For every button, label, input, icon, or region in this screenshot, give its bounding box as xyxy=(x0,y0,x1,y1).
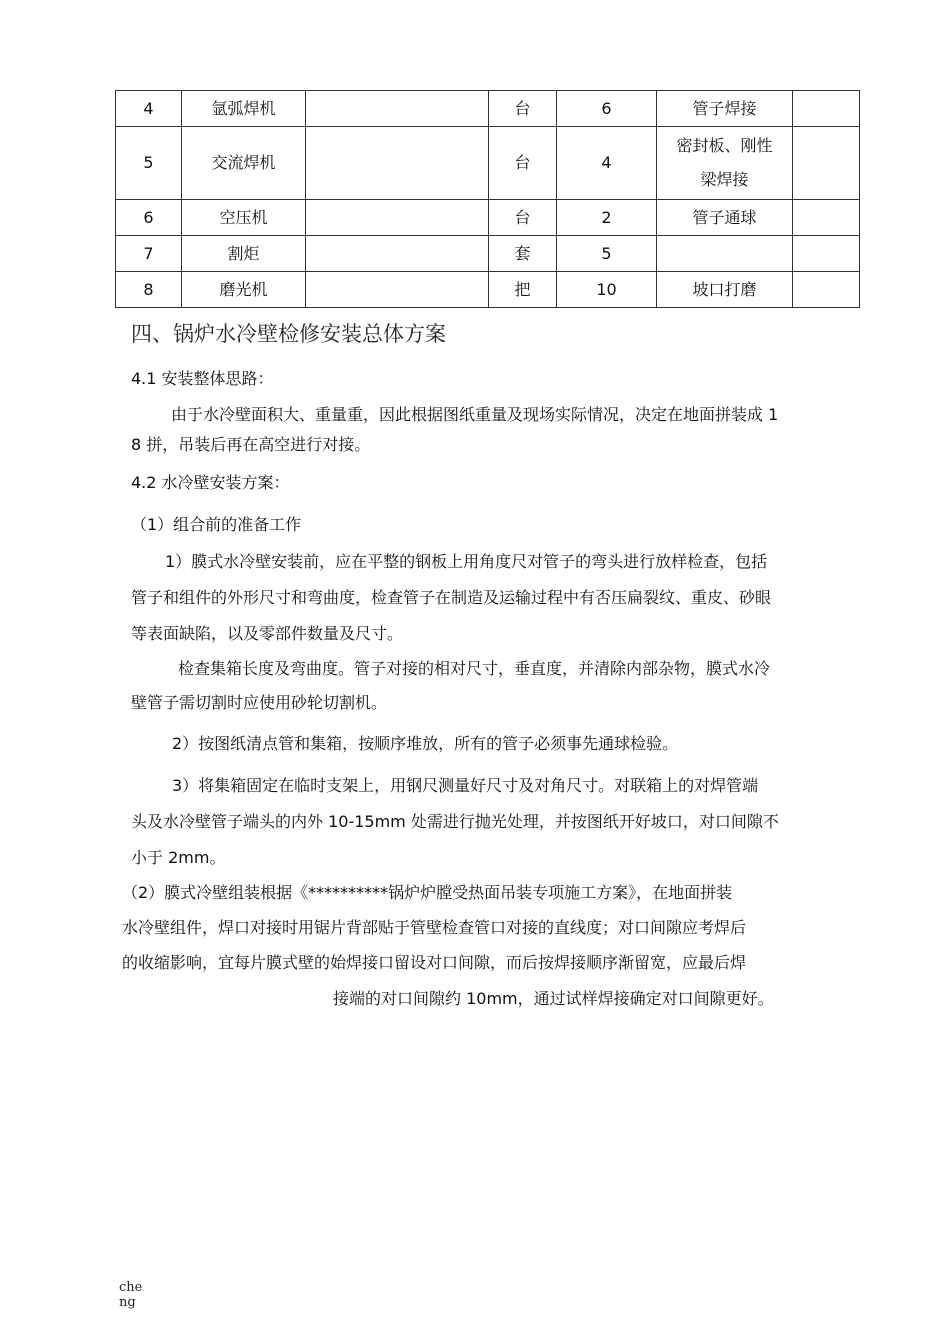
paragraph-line: 管子和组件的外形尺寸和弯曲度，检查管子在制造及运输过程中有否压扁裂纹、重皮、砂眼 xyxy=(131,588,772,607)
paragraph-line: 1）膜式水冷壁安装前，应在平整的钢板上用角度尺对管子的弯头进行放样检查，包括 xyxy=(165,552,768,571)
paragraph-line: 8 拼，吊装后再在高空进行对接。 xyxy=(131,435,371,454)
cell-note xyxy=(793,236,860,272)
cell-unit: 台 xyxy=(489,127,557,200)
cell-name: 磨光机 xyxy=(182,272,306,308)
table-row xyxy=(116,272,860,308)
paragraph-line: 壁管子需切割时应使用砂轮切割机。 xyxy=(131,693,388,712)
paragraph-line: 水冷壁组件，焊口对接时用锯片背部贴于管壁检查管口对接的直线度；对口间隙应考焊后 xyxy=(122,918,747,937)
cell-name: 交流焊机 xyxy=(182,127,306,200)
cell-name: 氩弧焊机 xyxy=(182,91,306,127)
paragraph-line: 的收缩影响，宜每片膜式壁的始焊接口留设对口间隙，而后按焊接顺序渐留宽，应最后焊 xyxy=(122,953,747,972)
page-footer xyxy=(119,1280,142,1310)
table-row xyxy=(116,127,860,200)
cell-unit: 把 xyxy=(489,272,557,308)
cell-qty: 10 xyxy=(557,272,657,308)
cell-use: 管子通球 xyxy=(657,200,793,236)
footer-line: ng xyxy=(119,1295,136,1310)
cell-name: 空压机 xyxy=(182,200,306,236)
cell-spec xyxy=(306,272,489,308)
cell-name: 割炬 xyxy=(182,236,306,272)
cell-use-line: 梁焊接 xyxy=(700,170,749,189)
cell-use: 坡口打磨 xyxy=(657,272,793,308)
cell-note xyxy=(793,272,860,308)
cell-use xyxy=(657,236,793,272)
section-title: 四、锅炉水冷壁检修安装总体方案 xyxy=(131,322,446,346)
cell-spec xyxy=(306,127,489,200)
cell-qty: 2 xyxy=(557,200,657,236)
cell-unit: 台 xyxy=(489,91,557,127)
paragraph-line: 小于 2mm。 xyxy=(131,848,226,867)
cell-no: 7 xyxy=(116,236,182,272)
paragraph-line: 接端的对口间隙约 10mm，通过试样焊接确定对口间隙更好。 xyxy=(333,989,774,1008)
paragraph-line: 头及水冷壁管子端头的内外 10-15mm 处需进行抛光处理，并按图纸开好坡口，对口间隙不 xyxy=(131,812,779,831)
table-row xyxy=(116,200,860,236)
paragraph-line: （2）膜式冷壁组装根据《**********锅炉炉膛受热面吊装专项施工方案》，在地面拼装 xyxy=(122,883,733,902)
cell-qty: 6 xyxy=(557,91,657,127)
cell-unit: 台 xyxy=(489,200,557,236)
cell-no: 5 xyxy=(116,127,182,200)
cell-use: 管子焊接 xyxy=(657,91,793,127)
paragraph-line: 2）按图纸清点管和集箱，按顺序堆放，所有的管子必须事先通球检验。 xyxy=(172,734,679,753)
cell-no: 8 xyxy=(116,272,182,308)
item-heading: （1）组合前的准备工作 xyxy=(131,515,302,534)
cell-use xyxy=(657,127,793,200)
cell-note xyxy=(793,91,860,127)
cell-use-line: 密封板、刚性 xyxy=(676,136,773,155)
subsection-heading: 4.2 水冷壁安装方案： xyxy=(131,473,290,492)
cell-note xyxy=(793,200,860,236)
paragraph-line: 检查集箱长度及弯曲度。管子对接的相对尺寸，垂直度，并清除内部杂物，膜式水冷 xyxy=(178,659,771,678)
paragraph-line: 3）将集箱固定在临时支架上，用钢尺测量好尺寸及对角尺寸。对联箱上的对焊管端 xyxy=(172,776,759,795)
cell-unit: 套 xyxy=(489,236,557,272)
table-row xyxy=(116,91,860,127)
cell-no: 6 xyxy=(116,200,182,236)
cell-note xyxy=(793,127,860,200)
paragraph-line: 由于水冷壁面积大、重量重，因此根据图纸重量及现场实际情况，决定在地面拼装成 1 xyxy=(171,405,779,424)
cell-qty: 4 xyxy=(557,127,657,200)
paragraph-line: 等表面缺陷，以及零部件数量及尺寸。 xyxy=(131,624,404,643)
cell-spec xyxy=(306,200,489,236)
cell-no: 4 xyxy=(116,91,182,127)
table-row xyxy=(116,236,860,272)
cell-qty: 5 xyxy=(557,236,657,272)
cell-spec xyxy=(306,91,489,127)
subsection-heading: 4.1 安装整体思路： xyxy=(131,369,274,388)
equipment-table xyxy=(115,90,860,308)
cell-spec xyxy=(306,236,489,272)
footer-line: che xyxy=(119,1280,143,1295)
